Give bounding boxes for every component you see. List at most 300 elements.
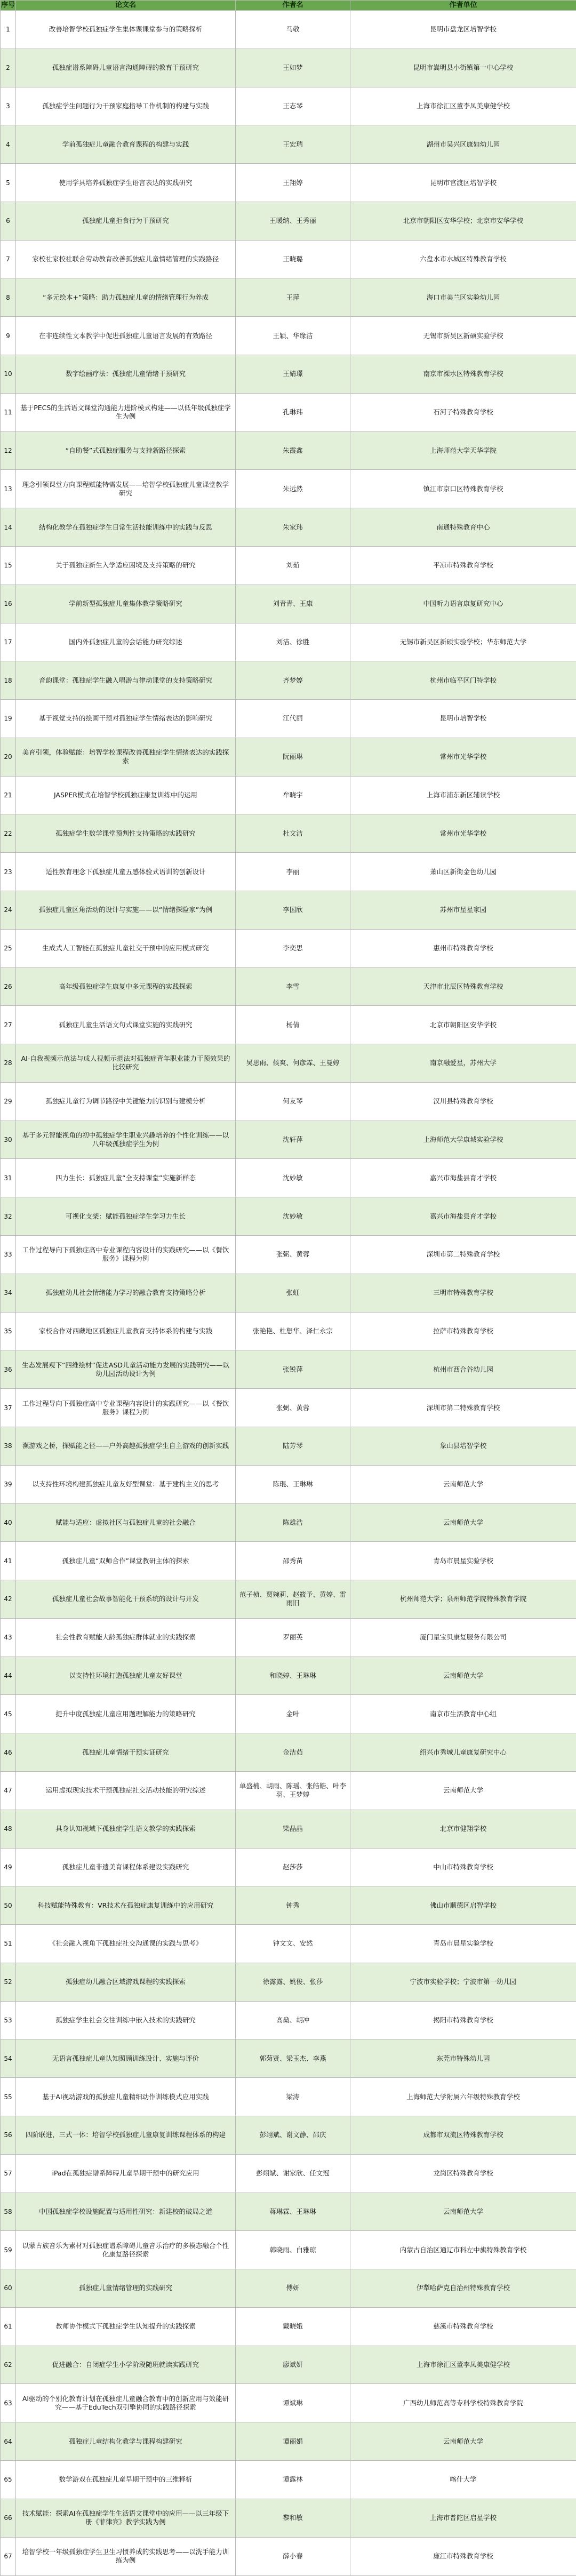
cell-title: 可视化支架：赋能孤独症学生学习力生长 <box>16 1197 236 1236</box>
cell-org: 平凉市特殊教育学校 <box>350 546 576 585</box>
table-row <box>1 1886 576 1925</box>
table-row <box>1 202 576 240</box>
cell-org: 拉萨市特殊教育学校 <box>350 1312 576 1350</box>
table-row <box>1 2307 576 2346</box>
table-row <box>1 393 576 431</box>
cell-author: 刘青青、王康 <box>236 585 350 623</box>
cell-title: 适性教育理念下孤独症儿童五感体验式语训的创新设计 <box>16 853 236 891</box>
cell-org: 杭州市西合谷幼儿园 <box>350 1350 576 1389</box>
cell-seq: 56 <box>1 2116 16 2154</box>
cell-org: 常州市光华学校 <box>350 738 576 776</box>
cell-org: 廉江市特殊教育学校 <box>350 2537 576 2575</box>
cell-org: 上海师范大学康城实验学校 <box>350 1121 576 1159</box>
cell-title: 教师协作模式下孤独症学生认知提升的实践探索 <box>16 2307 236 2346</box>
cell-author: 李丽 <box>236 853 350 891</box>
cell-seq: 35 <box>1 1312 16 1350</box>
cell-author: 韩晓雨、白雅琼 <box>236 2231 350 2269</box>
cell-org: 昆明市培智学校 <box>350 700 576 738</box>
table-row <box>1 1274 576 1312</box>
table-row <box>1 2537 576 2575</box>
cell-author: 赵莎莎 <box>236 1848 350 1886</box>
cell-org: 厦门星宝贝康复服务有限公司 <box>350 1618 576 1657</box>
cell-author: 傅妍 <box>236 2269 350 2308</box>
cell-author: 王婧璟 <box>236 355 350 394</box>
cell-seq: 37 <box>1 1389 16 1427</box>
cell-org: 青岛市晨星实验学校 <box>350 1925 576 1963</box>
cell-org: 象山县培智学校 <box>350 1427 576 1465</box>
table-row <box>1 2231 576 2269</box>
cell-author: 杜文洁 <box>236 814 350 853</box>
table-row <box>1 738 576 776</box>
cell-author: 张虹 <box>236 1274 350 1312</box>
cell-author: 张弼、黄蓉 <box>236 1236 350 1274</box>
table-row <box>1 661 576 700</box>
cell-org: 昆明市嵩明县小街镇第一中心学校 <box>350 49 576 87</box>
cell-author: 彭翊斌、谢文静、邵庆 <box>236 2116 350 2154</box>
cell-author: 单盛楠、胡雨、陈瑶、张皓皓、叶李羽、王梦婷 <box>236 1771 350 1810</box>
cell-author: 何友琴 <box>236 1082 350 1121</box>
table-row <box>1 1695 576 1733</box>
cell-author: 李雪 <box>236 967 350 1006</box>
cell-title: “自助餐”式孤独症服务与支持新路径探索 <box>16 431 236 470</box>
cell-org: 上海市徐汇区董李凤美康健学校 <box>350 2346 576 2384</box>
cell-seq: 45 <box>1 1695 16 1733</box>
cell-title: 赋能与适应：虚拟社区与孤独症儿童的社会融合 <box>16 1503 236 1542</box>
cell-title: 中国孤独症学校设施配置与适用性研究：新建校的破局之道 <box>16 2193 236 2231</box>
cell-title: 在非连续性文本教学中促进孤独症儿童语言发展的有效路径 <box>16 317 236 355</box>
cell-author: 戴晓娥 <box>236 2307 350 2346</box>
cell-org: 石河子特殊教育学校 <box>350 393 576 431</box>
cell-org: 南京融爱星，苏州大学 <box>350 1044 576 1083</box>
cell-author: 孔琳玮 <box>236 393 350 431</box>
table-row <box>1 1159 576 1197</box>
cell-author: 彭翊斌、谢家欣、任文冠 <box>236 2154 350 2193</box>
cell-title: 《社会融入视角下孤独症社交沟通课的实践与思考》 <box>16 1925 236 1963</box>
cell-title: 美育引领，体验赋能：培智学校课程改善孤独症学生情绪表达的实践探索 <box>16 738 236 776</box>
cell-seq: 53 <box>1 2001 16 2039</box>
cell-author: 王志琴 <box>236 87 350 125</box>
table-row <box>1 1657 576 1695</box>
cell-org: 北京市朝阳区安华学校；北京市安华学校 <box>350 202 576 240</box>
cell-author: 张锐萍 <box>236 1350 350 1389</box>
cell-author: 谭斌琳 <box>236 2384 350 2422</box>
table-row <box>1 1006 576 1044</box>
cell-seq: 66 <box>1 2499 16 2537</box>
cell-seq: 36 <box>1 1350 16 1389</box>
cell-author: 齐梦婷 <box>236 661 350 700</box>
cell-title: 孤独症儿童“双师合作”课堂教研主体的探索 <box>16 1542 236 1580</box>
cell-title: 孤独症儿童区角活动的设计与实施——以“情绪探险家”为例 <box>16 891 236 929</box>
cell-org: 镇江市京口区特殊教育学校 <box>350 470 576 508</box>
cell-seq: 16 <box>1 585 16 623</box>
table-row <box>1 2269 576 2308</box>
table-row <box>1 2116 576 2154</box>
header-title: 论文名 <box>16 1 236 11</box>
cell-title: 生态发展观下“四维绘材”促进ASD儿童活动能力发展的实践研究——以幼儿园活动设计为例 <box>16 1350 236 1389</box>
table-row <box>1 1312 576 1350</box>
table-body <box>1 11 576 2576</box>
cell-seq: 40 <box>1 1503 16 1542</box>
header-org: 作者单位 <box>350 1 576 11</box>
cell-org: 常州市光华学校 <box>350 814 576 853</box>
cell-org: 中国听力语言康复研究中心 <box>350 585 576 623</box>
cell-title: 濒游戏之桥，探赋能之径——户外高趣孤独症学生自主游戏的创新实践 <box>16 1427 236 1465</box>
cell-seq: 33 <box>1 1236 16 1274</box>
cell-title: 孤独症幼儿融合区域游戏课程的实践探索 <box>16 1963 236 2001</box>
cell-org: 揭阳市特殊教育学校 <box>350 2001 576 2039</box>
cell-seq: 47 <box>1 1771 16 1810</box>
cell-org: 昆明市官渡区培智学校 <box>350 164 576 202</box>
table-row <box>1 623 576 661</box>
cell-seq: 42 <box>1 1580 16 1619</box>
cell-title: 基于视觉支持的绘画干预对孤独症学生情绪表达的影响研究 <box>16 700 236 738</box>
cell-author: 蒋琳霖、王琳琳 <box>236 2193 350 2231</box>
cell-seq: 39 <box>1 1465 16 1503</box>
cell-org: 汉川县特殊教育学校 <box>350 1082 576 1121</box>
cell-title: 以支持性环境构建孤独症儿童友好型课堂：基于建构主义的思考 <box>16 1465 236 1503</box>
table-row <box>1 470 576 508</box>
cell-seq: 20 <box>1 738 16 776</box>
cell-seq: 7 <box>1 240 16 278</box>
cell-title: AI-自我视频示范法与成人视频示范法对孤独症青年职业能力干预效果的比较研究 <box>16 1044 236 1083</box>
cell-title: 数学游戏在孤独症儿童早期干预中的三维释析 <box>16 2461 236 2499</box>
cell-seq: 58 <box>1 2193 16 2231</box>
cell-author: 沈轩萍 <box>236 1121 350 1159</box>
cell-org: 深圳市第二特殊教育学校 <box>350 1389 576 1427</box>
table-row <box>1 2039 576 2078</box>
cell-title: iPad在孤独症谱系障碍儿童早期干预中的研究应用 <box>16 2154 236 2193</box>
cell-org: 内蒙古自治区通辽市科左中旗特殊教育学校 <box>350 2231 576 2269</box>
cell-title: 孤独症儿童情绪管理的实践研究 <box>16 2269 236 2308</box>
cell-org: 宁波市实验学校；宁波市第一幼儿园 <box>350 1963 576 2001</box>
cell-org: 云南师范大学 <box>350 1503 576 1542</box>
cell-title: 社会性教育赋能大龄孤独症群体就业的实践探索 <box>16 1618 236 1657</box>
cell-title: 孤独症学生问题行为干预家庭指导工作机制的构建与实践 <box>16 87 236 125</box>
cell-author: 朱远然 <box>236 470 350 508</box>
cell-seq: 67 <box>1 2537 16 2575</box>
cell-org: 上海师范大学天华学院 <box>350 431 576 470</box>
cell-title: 科技赋能特殊教育：VR技术在孤独症康复训练中的应用研究 <box>16 1886 236 1925</box>
cell-seq: 34 <box>1 1274 16 1312</box>
table-row <box>1 508 576 547</box>
cell-seq: 65 <box>1 2461 16 2499</box>
cell-title: 运用虚拟现实技术干预孤独症社交活动技能的研究综述 <box>16 1771 236 1810</box>
cell-title: “多元绘本+”策略：助力孤独症儿童的情绪管理行为养成 <box>16 278 236 317</box>
cell-seq: 59 <box>1 2231 16 2269</box>
cell-seq: 19 <box>1 700 16 738</box>
cell-title: 基于多元智能视角的初中孤独症学生职业兴趣培养的个性化训练——以八年级孤独症学生为例 <box>16 1121 236 1159</box>
cell-seq: 46 <box>1 1733 16 1772</box>
table-row <box>1 2078 576 2116</box>
table-row <box>1 431 576 470</box>
cell-title: 技术赋能：探索AI在孤独症学生生活语文课堂中的应用——以三年级下册《菲律宾》教学实践为例 <box>16 2499 236 2537</box>
cell-org: 上海市普陀区启星学校 <box>350 2499 576 2537</box>
table-row <box>1 87 576 125</box>
cell-title: 生成式人工智能在孤独症儿童社交干预中的应用模式研究 <box>16 929 236 967</box>
cell-org: 广西幼儿师范高等专科学校特殊教育学院 <box>350 2384 576 2422</box>
cell-author: 刘茹 <box>236 546 350 585</box>
cell-author: 梁晶晶 <box>236 1810 350 1848</box>
cell-seq: 28 <box>1 1044 16 1083</box>
table-row <box>1 1618 576 1657</box>
cell-author: 牟晓宇 <box>236 776 350 814</box>
cell-author: 范子桢、贾婉莉、赵筱予、黄婷、雷雨旧 <box>236 1580 350 1619</box>
cell-title: 促进融合：自闭症学生小学阶段随班就读实践研究 <box>16 2346 236 2384</box>
header-author: 作者名 <box>236 1 350 11</box>
cell-title: 工作过程导向下孤独症高中专业课程内容设计的实践研究——以《餐饮服务》课程为例 <box>16 1389 236 1427</box>
cell-seq: 52 <box>1 1963 16 2001</box>
cell-title: 孤独症谱系障碍儿童语言沟通障碍的教育干预研究 <box>16 49 236 87</box>
cell-seq: 62 <box>1 2346 16 2384</box>
cell-title: 四阶联进，三式一体：培智学校孤独症儿童康复训练课程体系的构建 <box>16 2116 236 2154</box>
cell-title: 孤独症儿童拒食行为干预研究 <box>16 202 236 240</box>
cell-org: 惠州市特殊教育学校 <box>350 929 576 967</box>
table-row <box>1 1389 576 1427</box>
cell-org: 无锡市新吴区新硕实验学校；华东师范大学 <box>350 623 576 661</box>
cell-author: 沈妙敏 <box>236 1159 350 1197</box>
cell-seq: 63 <box>1 2384 16 2422</box>
cell-org: 上海市浦东新区辅读学校 <box>350 776 576 814</box>
cell-author: 廖斌妍 <box>236 2346 350 2384</box>
cell-seq: 44 <box>1 1657 16 1695</box>
table-row <box>1 891 576 929</box>
table-row <box>1 317 576 355</box>
cell-title: 结构化教学在孤独症学生日常生活技能训练中的实践与反思 <box>16 508 236 547</box>
table-row <box>1 1236 576 1274</box>
cell-author: 薛小春 <box>236 2537 350 2575</box>
cell-author: 王萍 <box>236 278 350 317</box>
cell-author: 李奕思 <box>236 929 350 967</box>
cell-seq: 18 <box>1 661 16 700</box>
table-row <box>1 1925 576 1963</box>
cell-org: 成都市双流区特殊教育学校 <box>350 2116 576 2154</box>
table-row <box>1 2461 576 2499</box>
cell-seq: 30 <box>1 1121 16 1159</box>
table-row <box>1 1121 576 1159</box>
table-row <box>1 853 576 891</box>
cell-seq: 25 <box>1 929 16 967</box>
cell-title: 理念引领课堂方向课程赋能特需发展——培智学校孤独症儿童课堂教学研究 <box>16 470 236 508</box>
table-row <box>1 2346 576 2384</box>
cell-seq: 32 <box>1 1197 16 1236</box>
cell-author: 朱家玮 <box>236 508 350 547</box>
cell-org: 嘉兴市海盐县育才学校 <box>350 1159 576 1197</box>
cell-author: 陆芳琴 <box>236 1427 350 1465</box>
cell-org: 龙岗区特殊教育学校 <box>350 2154 576 2193</box>
cell-title: 具身认知视域下孤独症学生语文教学的实践探索 <box>16 1810 236 1848</box>
cell-seq: 51 <box>1 1925 16 1963</box>
cell-author: 邵秀苗 <box>236 1542 350 1580</box>
table-row <box>1 2384 576 2422</box>
table-row <box>1 1503 576 1542</box>
cell-author: 李国欣 <box>236 891 350 929</box>
cell-seq: 27 <box>1 1006 16 1044</box>
cell-seq: 26 <box>1 967 16 1006</box>
cell-author: 阮丽琳 <box>236 738 350 776</box>
cell-seq: 8 <box>1 278 16 317</box>
cell-org: 北京市健翔学校 <box>350 1810 576 1848</box>
cell-org: 南京市溧水区特殊教育学校 <box>350 355 576 394</box>
cell-author: 高燊、胡冲 <box>236 2001 350 2039</box>
cell-org: 杭州市临平区门特学校 <box>350 661 576 700</box>
cell-org: 云南师范大学 <box>350 1465 576 1503</box>
cell-seq: 17 <box>1 623 16 661</box>
cell-author: 王如梦 <box>236 49 350 87</box>
table-row <box>1 1733 576 1772</box>
cell-author: 梁涛 <box>236 2078 350 2116</box>
cell-author: 郭菊贤、梁玉杰、李燕 <box>236 2039 350 2078</box>
table-row <box>1 2193 576 2231</box>
cell-author: 张弼、黄蓉 <box>236 1389 350 1427</box>
table-row <box>1 814 576 853</box>
cell-org: 中山市特殊教育学校 <box>350 1848 576 1886</box>
table-row <box>1 49 576 87</box>
cell-author: 金叶 <box>236 1695 350 1733</box>
header-seq: 序号 <box>1 1 16 11</box>
cell-author: 朱霞鑫 <box>236 431 350 470</box>
cell-org: 上海市徐汇区董李凤美康健学校 <box>350 87 576 125</box>
cell-seq: 15 <box>1 546 16 585</box>
cell-title: 孤独症儿童生活语文句式课堂实施的实践研究 <box>16 1006 236 1044</box>
cell-title: 数字绘画疗法：孤独症儿童情绪干预研究 <box>16 355 236 394</box>
table-row <box>1 929 576 967</box>
cell-org: 苏州市星星家园 <box>350 891 576 929</box>
cell-author: 张艳艳、杜想华、泽仁永宗 <box>236 1312 350 1350</box>
cell-seq: 31 <box>1 1159 16 1197</box>
cell-author: 王晓璐 <box>236 240 350 278</box>
table-row <box>1 2422 576 2461</box>
cell-author: 谭丽娟 <box>236 2422 350 2461</box>
cell-title: 学前新型孤独症儿童集体教学策略研究 <box>16 585 236 623</box>
cell-author: 沈妙敏 <box>236 1197 350 1236</box>
table-row <box>1 1465 576 1503</box>
cell-org: 云南师范大学 <box>350 2422 576 2461</box>
table-row <box>1 1197 576 1236</box>
cell-title: 孤独症儿童结构化教学与课程构建研究 <box>16 2422 236 2461</box>
cell-org: 云南师范大学 <box>350 2193 576 2231</box>
cell-seq: 24 <box>1 891 16 929</box>
cell-org: 六盘水市水城区特殊教育学校 <box>350 240 576 278</box>
cell-author: 马敬 <box>236 11 350 49</box>
cell-author: 王宏瑞 <box>236 125 350 164</box>
cell-author: 谭露林 <box>236 2461 350 2499</box>
cell-title: 关于孤独症新生入学适应困境及支持策略的研究 <box>16 546 236 585</box>
table-row <box>1 776 576 814</box>
table-row <box>1 2499 576 2537</box>
cell-org: 伊犁哈萨克自治州特殊教育学校 <box>350 2269 576 2308</box>
cell-author: 和晓婷、王琳琳 <box>236 1657 350 1695</box>
cell-title: 孤独症儿童非遗美育课程体系建设实践研究 <box>16 1848 236 1886</box>
cell-author: 金洁茹 <box>236 1733 350 1772</box>
cell-title: 使用学具培养孤独症学生语言表达的实践研究 <box>16 164 236 202</box>
cell-seq: 12 <box>1 431 16 470</box>
cell-org: 喀什大学 <box>350 2461 576 2499</box>
cell-seq: 29 <box>1 1082 16 1121</box>
table-row <box>1 1350 576 1389</box>
cell-seq: 54 <box>1 2039 16 2078</box>
cell-org: 深圳市第二特殊教育学校 <box>350 1236 576 1274</box>
cell-seq: 22 <box>1 814 16 853</box>
cell-seq: 64 <box>1 2422 16 2461</box>
cell-seq: 60 <box>1 2269 16 2308</box>
cell-title: 学前孤独症儿童融合教育课程的构建与实践 <box>16 125 236 164</box>
cell-author: 黎和敏 <box>236 2499 350 2537</box>
table-row <box>1 1082 576 1121</box>
cell-author: 吴思雨、候爽、何彦霖、王曼婷 <box>236 1044 350 1083</box>
cell-author: 王颖、华缘洁 <box>236 317 350 355</box>
cell-author: 徐露露、姚俊、张莎 <box>236 1963 350 2001</box>
cell-title: 提升中度孤独症儿童应用题理解能力的策略研究 <box>16 1695 236 1733</box>
cell-title: 以支持性环境打造孤独症儿童友好课堂 <box>16 1657 236 1695</box>
table-row <box>1 1542 576 1580</box>
cell-title: 基于AI视动游戏的孤独症儿童精细动作训练模式应用实践 <box>16 2078 236 2116</box>
table-row <box>1 278 576 317</box>
cell-author: 钟秀 <box>236 1886 350 1925</box>
cell-seq: 6 <box>1 202 16 240</box>
cell-title: 音韵课堂：孤独症学生融入唱游与律动课堂的支持策略研究 <box>16 661 236 700</box>
cell-title: JASPER模式在培智学校孤独症康复训练中的运用 <box>16 776 236 814</box>
table-row <box>1 700 576 738</box>
cell-org: 慈溪市特殊教育学校 <box>350 2307 576 2346</box>
cell-title: 工作过程导向下孤独症高中专业课程内容设计的实践研究——以《餐饮服务》课程为例 <box>16 1236 236 1274</box>
cell-seq: 10 <box>1 355 16 394</box>
table-row <box>1 1848 576 1886</box>
cell-org: 萧山区新街金色幼儿园 <box>350 853 576 891</box>
cell-author: 钟文文、安然 <box>236 1925 350 1963</box>
cell-author: 陈琨、王琳琳 <box>236 1465 350 1503</box>
cell-seq: 3 <box>1 87 16 125</box>
cell-seq: 50 <box>1 1886 16 1925</box>
cell-title: AI驱动的个别化教育计划在孤独症儿童融合教育中的创新应用与效能研究——基于EduTech双引擎协同的实践路径探索 <box>16 2384 236 2422</box>
cell-org: 三明市特殊教育学校 <box>350 1274 576 1312</box>
cell-title: 无语言孤独症儿童认知照顾训练设计、实施与评价 <box>16 2039 236 2078</box>
cell-org: 湖州市吴兴区康如幼儿园 <box>350 125 576 164</box>
table-row <box>1 2154 576 2193</box>
table-row <box>1 164 576 202</box>
cell-title: 孤独症幼儿社会情绪能力学习的融合教育支持策略分析 <box>16 1274 236 1312</box>
cell-org: 南京市生活教育中心组 <box>350 1695 576 1733</box>
cell-org: 无锡市新吴区新硕实验学校 <box>350 317 576 355</box>
cell-org: 海口市美兰区实验幼儿园 <box>350 278 576 317</box>
cell-seq: 43 <box>1 1618 16 1657</box>
cell-author: 江代丽 <box>236 700 350 738</box>
table-row <box>1 240 576 278</box>
cell-org: 昆明市盘龙区培智学校 <box>350 11 576 49</box>
table-row <box>1 1580 576 1619</box>
table-row <box>1 1771 576 1810</box>
table-row <box>1 1810 576 1848</box>
cell-title: 以蒙古族音乐为素材对孤独症谱系障碍儿童音乐治疗的多模态融合个性化康复路径探索 <box>16 2231 236 2269</box>
cell-author: 王暖纳、王秀丽 <box>236 202 350 240</box>
cell-org: 北京市朝阳区安华学校 <box>350 1006 576 1044</box>
cell-seq: 61 <box>1 2307 16 2346</box>
cell-title: 孤独症儿童情绪干预实证研究 <box>16 1733 236 1772</box>
cell-seq: 21 <box>1 776 16 814</box>
table-row <box>1 1044 576 1083</box>
cell-title: 培智学校一年级孤独症学生卫生习惯养成的实践思考——以洗手能力训练为例 <box>16 2537 236 2575</box>
cell-title: 家校社家校社联合劳动教育改善孤独症儿童情绪管理的实践路径 <box>16 240 236 278</box>
cell-seq: 57 <box>1 2154 16 2193</box>
table-row <box>1 1427 576 1465</box>
cell-org: 青岛市晨星实验学校 <box>350 1542 576 1580</box>
table-row <box>1 1963 576 2001</box>
cell-org: 云南师范大学 <box>350 1771 576 1810</box>
cell-org: 南通特殊教育中心 <box>350 508 576 547</box>
table-row <box>1 2001 576 2039</box>
cell-seq: 9 <box>1 317 16 355</box>
cell-author: 王翔婷 <box>236 164 350 202</box>
table-row <box>1 585 576 623</box>
